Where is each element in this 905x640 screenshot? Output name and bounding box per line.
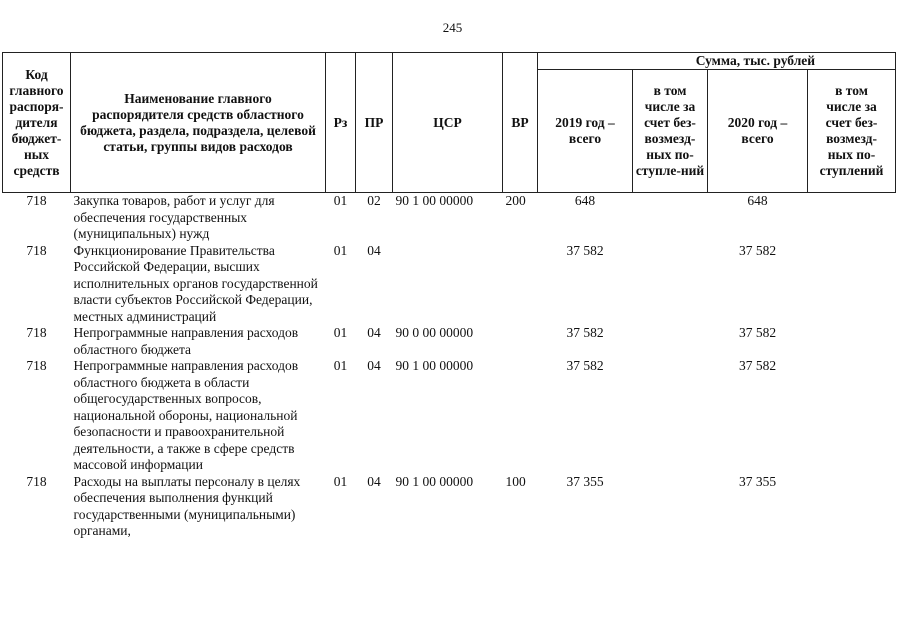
cell-2019-grants: [633, 325, 708, 358]
header-2019-total: 2019 год – всего: [538, 70, 633, 193]
table-row: [3, 243, 896, 326]
cell-pr: 04: [367, 473, 381, 489]
cell-2019-total: 37 582: [566, 325, 604, 340]
header-pr: ПР: [356, 53, 393, 193]
cell-2019-total: 37 355: [566, 473, 604, 489]
table-row: [3, 474, 896, 540]
cell-2020-grants: [808, 474, 896, 540]
cell-2019-grants: [633, 358, 708, 474]
cell-2019-grants: [633, 474, 708, 540]
cell-2019-total: 37 582: [566, 242, 604, 258]
cell-code: 718: [26, 193, 47, 208]
cell-2020-total: 37 582: [738, 242, 777, 258]
cell-name: Непрограммные направления расходов областного бюджета в области общегосударственных вопросов, национальной обороны, национальной безопасности и правоохранительной деятельности, а также в сфере средств массовой информации: [73, 358, 299, 472]
cell-2019-total: 648: [574, 193, 596, 208]
cell-code: 718: [26, 242, 47, 258]
cell-pr: 04: [367, 358, 381, 373]
cell-vr: [503, 358, 538, 474]
cell-pr: 04: [367, 242, 381, 258]
cell-rz: 01: [333, 473, 348, 489]
table-row: [3, 358, 896, 474]
cell-pr: 02: [367, 193, 381, 208]
cell-code: 718: [26, 473, 47, 489]
cell-name: Функционирование Правительства Российской Федерации, высших исполнительных органов государственной власти субъектов Российской Федерации, местных администраций: [73, 242, 318, 324]
header-2019-grants: в том числе за счет без-возмезд-ных по-ступле-ний: [633, 70, 708, 193]
cell-rz: 01: [333, 242, 348, 258]
cell-2019-grants: [633, 193, 708, 243]
cell-2020-total: 648: [747, 193, 768, 208]
cell-2020-total: 37 582: [738, 325, 777, 340]
header-2020-grants: в том числе за счет без-возмезд-ных по-ступлений: [808, 70, 896, 193]
cell-2020-grants: [808, 193, 896, 243]
header-2020-total: 2020 год – всего: [708, 70, 808, 193]
cell-2020-grants: [808, 325, 896, 358]
cell-2020-total: 37 355: [738, 473, 777, 489]
table-row: [3, 325, 896, 358]
cell-vr: [503, 243, 538, 326]
cell-vr: 200: [505, 193, 526, 208]
header-rz: Рз: [326, 53, 356, 193]
header-sum-group: Сумма, тыс. рублей: [538, 53, 896, 70]
cell-name: Закупка товаров, работ и услуг для обеспечения государственных (муниципальных) нужд: [73, 193, 275, 241]
cell-rz: 01: [333, 193, 348, 208]
table-row: [3, 193, 896, 243]
header-vr: ВР: [503, 53, 538, 193]
cell-vr: 100: [505, 473, 526, 489]
cell-csr: 90 1 00 00000: [395, 193, 474, 208]
cell-rz: 01: [333, 358, 348, 373]
cell-csr: 90 1 00 00000: [395, 358, 474, 373]
cell-csr: 90 0 00 00000: [395, 325, 474, 340]
cell-code: 718: [26, 325, 47, 340]
table-header: [3, 53, 896, 193]
cell-name: Непрограммные направления расходов областного бюджета: [73, 325, 299, 357]
cell-2019-total: 37 582: [566, 358, 604, 373]
header-name: Наименование главного распорядителя средств областного бюджета, раздела, подраздела, целевой статьи, группы видов расходов: [71, 53, 326, 193]
cell-2020-grants: [808, 243, 896, 326]
cell-2020-grants: [808, 358, 896, 474]
header-csr: ЦСР: [393, 53, 503, 193]
cell-name: Расходы на выплаты персоналу в целях обеспечения выполнения функций государственными (муниципальными) органами,: [73, 473, 301, 538]
table-body: [3, 193, 896, 540]
cell-code: 718: [26, 358, 47, 373]
cell-vr: [503, 325, 538, 358]
cell-2019-grants: [633, 243, 708, 326]
header-code: Код главного распоря-дителя бюджет-ных средств: [3, 53, 71, 193]
cell-2020-total: 37 582: [738, 358, 777, 373]
cell-rz: 01: [333, 325, 348, 340]
budget-table: [2, 52, 896, 540]
cell-csr: [393, 243, 503, 326]
cell-csr: 90 1 00 00000: [395, 473, 474, 489]
cell-pr: 04: [367, 325, 381, 340]
page-number: 245: [442, 20, 463, 35]
